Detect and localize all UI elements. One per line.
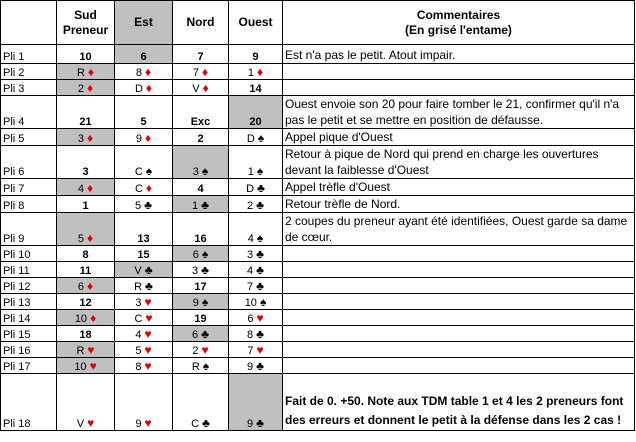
nord-card bbox=[173, 213, 229, 246]
ouest-card bbox=[229, 342, 283, 358]
card-value: 8 bbox=[135, 361, 142, 373]
card-value: 10 bbox=[74, 313, 88, 325]
club-icon: ♣ bbox=[201, 327, 209, 341]
diamond-icon: ♦ bbox=[87, 81, 94, 95]
card-value: 4 bbox=[247, 233, 254, 245]
est-card bbox=[115, 96, 173, 129]
diamond-icon: ♦ bbox=[90, 311, 97, 325]
club-icon: ♣ bbox=[256, 279, 264, 293]
nord-header: Nord bbox=[173, 1, 229, 45]
heart-icon: ♥ bbox=[87, 416, 95, 430]
spade-icon: ♠ bbox=[201, 164, 209, 178]
card-value: Exc bbox=[190, 116, 211, 128]
trick-label: Pli 17 bbox=[1, 358, 57, 374]
heart-icon: ♥ bbox=[87, 343, 95, 357]
card-value: 8 bbox=[247, 329, 254, 341]
club-icon: ♣ bbox=[256, 327, 264, 341]
est-card bbox=[115, 146, 173, 179]
trick-label: Pli 9 bbox=[1, 213, 57, 246]
ouest-card bbox=[229, 179, 283, 196]
card-value: 3 bbox=[247, 249, 254, 261]
card-value: 9 bbox=[252, 51, 259, 63]
ouest-card bbox=[229, 278, 283, 294]
card-value: 17 bbox=[194, 281, 207, 293]
trick-label: Pli 5 bbox=[1, 129, 57, 146]
card-value: 6 bbox=[77, 281, 84, 293]
sud-card bbox=[57, 326, 115, 342]
est-card bbox=[115, 326, 173, 342]
ouest-card bbox=[229, 96, 283, 129]
ouest-card bbox=[229, 146, 283, 179]
trick-header bbox=[1, 1, 57, 45]
club-icon: ♣ bbox=[202, 416, 210, 430]
nord-card bbox=[173, 196, 229, 213]
spade-icon: ♠ bbox=[256, 164, 264, 178]
table-row bbox=[1, 129, 635, 146]
card-value: 4 bbox=[247, 265, 254, 277]
est-card bbox=[115, 246, 173, 262]
card-value: 9 bbox=[192, 297, 199, 309]
table-row bbox=[1, 45, 635, 64]
card-value: 4 bbox=[197, 183, 204, 195]
ouest-card bbox=[229, 64, 283, 80]
sud-card bbox=[57, 179, 115, 196]
ouest-card bbox=[229, 374, 283, 431]
table-row bbox=[1, 358, 635, 374]
sud-card bbox=[57, 262, 115, 278]
nord-card bbox=[173, 179, 229, 196]
card-value: 8 bbox=[135, 67, 142, 79]
comments-title: Commentaires bbox=[416, 7, 501, 22]
est-card bbox=[115, 179, 173, 196]
card-value: 9 bbox=[135, 418, 142, 430]
spade-icon: ♠ bbox=[201, 295, 209, 309]
header-row bbox=[1, 1, 635, 45]
ouest-card bbox=[229, 294, 283, 310]
comments-header bbox=[283, 1, 635, 45]
card-value: 1 bbox=[247, 166, 254, 178]
trick-label: Pli 3 bbox=[1, 80, 57, 96]
heart-icon: ♥ bbox=[144, 327, 152, 341]
heart-icon: ♥ bbox=[145, 311, 153, 325]
ouest-card bbox=[229, 80, 283, 96]
card-value: C bbox=[134, 166, 143, 178]
comment-cell: Retour trèfle de Nord. bbox=[283, 196, 635, 213]
trick-label: Pli 4 bbox=[1, 96, 57, 129]
est-card bbox=[115, 64, 173, 80]
sud-card bbox=[57, 358, 115, 374]
comment-cell bbox=[283, 342, 635, 358]
sud-card bbox=[57, 45, 115, 64]
sud-card bbox=[57, 246, 115, 262]
spade-icon: ♠ bbox=[201, 247, 209, 261]
card-value: R bbox=[76, 345, 85, 357]
sud-label: Sud bbox=[74, 7, 97, 22]
est-card bbox=[115, 374, 173, 431]
card-value: R bbox=[76, 67, 85, 79]
sud-card bbox=[57, 213, 115, 246]
table-row bbox=[1, 294, 635, 310]
est-card bbox=[115, 129, 173, 146]
ouest-card bbox=[229, 246, 283, 262]
table-row bbox=[1, 96, 635, 129]
est-card bbox=[115, 262, 173, 278]
sud-card bbox=[57, 64, 115, 80]
club-icon: ♣ bbox=[256, 416, 264, 430]
card-value: R bbox=[191, 361, 200, 373]
table-row bbox=[1, 278, 635, 294]
heart-icon: ♥ bbox=[89, 359, 97, 373]
spade-icon: ♠ bbox=[256, 231, 264, 245]
card-value: 3 bbox=[82, 166, 89, 178]
comment-cell: Fait de 0. +50. Note aux TDM table 1 et 4 les 2 preneurs font des erreurs et donnent le petit à la défense dans les 2 cas ! bbox=[283, 374, 635, 431]
card-value: 18 bbox=[79, 329, 92, 341]
table-row bbox=[1, 80, 635, 96]
sud-card bbox=[57, 374, 115, 431]
card-value: 9 bbox=[247, 361, 254, 373]
ouest-card bbox=[229, 196, 283, 213]
club-icon: ♣ bbox=[256, 263, 264, 277]
trick-label: Pli 6 bbox=[1, 146, 57, 179]
comment-cell bbox=[283, 64, 635, 80]
card-value: 6 bbox=[140, 51, 147, 63]
table-row bbox=[1, 196, 635, 213]
card-value: 9 bbox=[135, 133, 142, 145]
heart-icon: ♥ bbox=[201, 343, 209, 357]
card-value: 6 bbox=[192, 249, 199, 261]
club-icon: ♣ bbox=[257, 181, 265, 195]
sud-card bbox=[57, 146, 115, 179]
card-value: R bbox=[134, 281, 143, 293]
table-row bbox=[1, 310, 635, 326]
card-value: 6 bbox=[247, 313, 254, 325]
card-value: 3 bbox=[77, 133, 84, 145]
spade-icon: ♠ bbox=[259, 295, 267, 309]
est-card bbox=[115, 278, 173, 294]
card-value: 13 bbox=[137, 233, 150, 245]
club-icon: ♣ bbox=[201, 263, 209, 277]
diamond-icon: ♦ bbox=[145, 81, 153, 95]
est-card bbox=[115, 310, 173, 326]
club-icon: ♣ bbox=[256, 359, 264, 373]
spade-icon: ♠ bbox=[145, 164, 153, 178]
card-value: 11 bbox=[79, 265, 92, 277]
card-value: 14 bbox=[249, 83, 262, 95]
club-icon: ♣ bbox=[201, 198, 209, 212]
ouest-card bbox=[229, 129, 283, 146]
ouest-card bbox=[229, 358, 283, 374]
card-value: V bbox=[76, 418, 85, 430]
trick-label: Pli 14 bbox=[1, 310, 57, 326]
card-value: C bbox=[134, 183, 143, 195]
comment-cell: Appel trèfle d'Ouest bbox=[283, 179, 635, 196]
card-value: 1 bbox=[247, 67, 254, 79]
card-value: 5 bbox=[135, 345, 142, 357]
card-value: 20 bbox=[249, 116, 262, 128]
sud-card bbox=[57, 96, 115, 129]
sud-card bbox=[57, 196, 115, 213]
comment-cell bbox=[283, 246, 635, 262]
comment-cell bbox=[283, 278, 635, 294]
est-header: Est bbox=[115, 1, 173, 45]
nord-card bbox=[173, 310, 229, 326]
comment-cell: Appel pique d'Ouest bbox=[283, 129, 635, 146]
club-icon: ♣ bbox=[144, 263, 153, 277]
card-value: 5 bbox=[77, 233, 84, 245]
table-row bbox=[1, 374, 635, 431]
diamond-icon: ♦ bbox=[87, 65, 95, 79]
card-value: 5 bbox=[140, 116, 147, 128]
card-value: 21 bbox=[79, 116, 92, 128]
card-value: 5 bbox=[135, 200, 142, 212]
card-value: 4 bbox=[135, 329, 142, 341]
nord-card bbox=[173, 80, 229, 96]
comment-cell: Retour à pique de Nord qui prend en charge les ouvertures devant la faiblesse d'Ouest bbox=[283, 146, 635, 179]
card-value: 10 bbox=[74, 361, 87, 373]
sud-card bbox=[57, 310, 115, 326]
trick-label: Pli 15 bbox=[1, 326, 57, 342]
est-card bbox=[115, 358, 173, 374]
trick-label: Pli 13 bbox=[1, 294, 57, 310]
card-value: 19 bbox=[194, 313, 207, 325]
diamond-icon: ♦ bbox=[145, 181, 153, 195]
comment-cell bbox=[283, 80, 635, 96]
ouest-header: Ouest bbox=[229, 1, 283, 45]
nord-card bbox=[173, 262, 229, 278]
comment-cell: Ouest envoie son 20 pour faire tomber le 21, confirmer qu'il n'a pas le petit et se mettre en position de défausse. bbox=[283, 96, 635, 129]
nord-card bbox=[173, 326, 229, 342]
sud-card bbox=[57, 278, 115, 294]
comment-cell: 2 coupes du preneur ayant été identifiées, Ouest garde sa dame de cœur. bbox=[283, 213, 635, 246]
table-row bbox=[1, 262, 635, 278]
heart-icon: ♥ bbox=[144, 416, 152, 430]
card-value: 2 bbox=[247, 200, 254, 212]
comment-cell bbox=[283, 358, 635, 374]
card-value: D bbox=[246, 133, 255, 145]
card-value: 1 bbox=[82, 200, 89, 212]
nord-card bbox=[173, 342, 229, 358]
ouest-card bbox=[229, 45, 283, 64]
card-value: 7 bbox=[247, 281, 254, 293]
card-value: 1 bbox=[192, 200, 199, 212]
card-value: 7 bbox=[197, 51, 204, 63]
ouest-card bbox=[229, 213, 283, 246]
diamond-icon: ♦ bbox=[87, 231, 94, 245]
club-icon: ♣ bbox=[256, 247, 264, 261]
nord-card bbox=[173, 64, 229, 80]
table-row bbox=[1, 64, 635, 80]
comment-cell bbox=[283, 326, 635, 342]
diamond-icon: ♦ bbox=[202, 81, 209, 95]
comment-cell bbox=[283, 310, 635, 326]
table-row bbox=[1, 146, 635, 179]
card-value: 6 bbox=[192, 329, 199, 341]
trick-label: Pli 1 bbox=[1, 45, 57, 64]
heart-icon: ♥ bbox=[144, 343, 152, 357]
card-value: 3 bbox=[135, 297, 142, 309]
card-value: D bbox=[134, 83, 143, 95]
comments-subtitle: (En grisé l'entame) bbox=[405, 22, 512, 37]
ouest-card bbox=[229, 262, 283, 278]
card-value: V bbox=[192, 83, 200, 95]
est-card bbox=[115, 294, 173, 310]
table-row bbox=[1, 342, 635, 358]
card-value: 16 bbox=[194, 233, 207, 245]
spade-icon: ♠ bbox=[257, 131, 265, 145]
card-value: 4 bbox=[77, 183, 84, 195]
spade-icon: ♠ bbox=[202, 359, 210, 373]
nord-card bbox=[173, 246, 229, 262]
table-row bbox=[1, 213, 635, 246]
diamond-icon: ♦ bbox=[87, 131, 94, 145]
card-value: C bbox=[191, 418, 200, 430]
trick-label: Pli 7 bbox=[1, 179, 57, 196]
trick-label: Pli 12 bbox=[1, 278, 57, 294]
card-value: 15 bbox=[137, 249, 150, 261]
diamond-icon: ♦ bbox=[257, 65, 264, 79]
nord-card bbox=[173, 96, 229, 129]
trick-label: Pli 11 bbox=[1, 262, 57, 278]
trick-label: Pli 2 bbox=[1, 64, 57, 80]
heart-icon: ♥ bbox=[256, 343, 264, 357]
sud-card bbox=[57, 80, 115, 96]
est-card bbox=[115, 213, 173, 246]
sud-card bbox=[57, 129, 115, 146]
heart-icon: ♥ bbox=[256, 311, 264, 325]
trick-label: Pli 16 bbox=[1, 342, 57, 358]
card-value: V bbox=[134, 265, 142, 277]
card-value: 9 bbox=[247, 418, 254, 430]
card-value: 7 bbox=[247, 345, 254, 357]
comment-cell bbox=[283, 294, 635, 310]
card-value: 7 bbox=[192, 67, 199, 79]
card-value: C bbox=[134, 313, 143, 325]
nord-card bbox=[173, 374, 229, 431]
ouest-card bbox=[229, 310, 283, 326]
card-value: 10 bbox=[79, 51, 92, 63]
est-card bbox=[115, 80, 173, 96]
nord-card bbox=[173, 278, 229, 294]
est-card bbox=[115, 196, 173, 213]
card-value: 8 bbox=[82, 249, 89, 261]
club-icon: ♣ bbox=[256, 198, 264, 212]
comment-cell bbox=[283, 262, 635, 278]
table-row bbox=[1, 326, 635, 342]
diamond-icon: ♦ bbox=[87, 181, 94, 195]
card-value: 3 bbox=[192, 265, 199, 277]
trick-label: Pli 18 bbox=[1, 374, 57, 431]
heart-icon: ♥ bbox=[144, 359, 152, 373]
nord-card bbox=[173, 358, 229, 374]
diamond-icon: ♦ bbox=[145, 65, 152, 79]
sud-card bbox=[57, 294, 115, 310]
card-value: 2 bbox=[192, 345, 199, 357]
nord-card bbox=[173, 294, 229, 310]
table-row bbox=[1, 179, 635, 196]
nord-card bbox=[173, 146, 229, 179]
diamond-icon: ♦ bbox=[202, 65, 209, 79]
card-value: 2 bbox=[77, 83, 84, 95]
est-card bbox=[115, 342, 173, 358]
comment-cell: Est n'a pas le petit. Atout impair. bbox=[283, 45, 635, 64]
card-value: 2 bbox=[197, 133, 204, 145]
card-value: 3 bbox=[192, 166, 199, 178]
card-value: 10 bbox=[244, 297, 257, 309]
nord-card bbox=[173, 45, 229, 64]
ouest-card bbox=[229, 326, 283, 342]
nord-card bbox=[173, 129, 229, 146]
preneur-label: Preneur bbox=[62, 22, 109, 37]
sud-preneur-header bbox=[57, 1, 115, 45]
diamond-icon: ♦ bbox=[87, 279, 94, 293]
card-value: 12 bbox=[79, 297, 92, 309]
trick-label: Pli 10 bbox=[1, 246, 57, 262]
sud-card bbox=[57, 342, 115, 358]
est-card bbox=[115, 45, 173, 64]
card-value: D bbox=[246, 183, 255, 195]
table-row bbox=[1, 246, 635, 262]
club-icon: ♣ bbox=[144, 198, 152, 212]
heart-icon: ♥ bbox=[144, 295, 152, 309]
trick-label: Pli 8 bbox=[1, 196, 57, 213]
club-icon: ♣ bbox=[145, 279, 153, 293]
diamond-icon: ♦ bbox=[145, 131, 152, 145]
